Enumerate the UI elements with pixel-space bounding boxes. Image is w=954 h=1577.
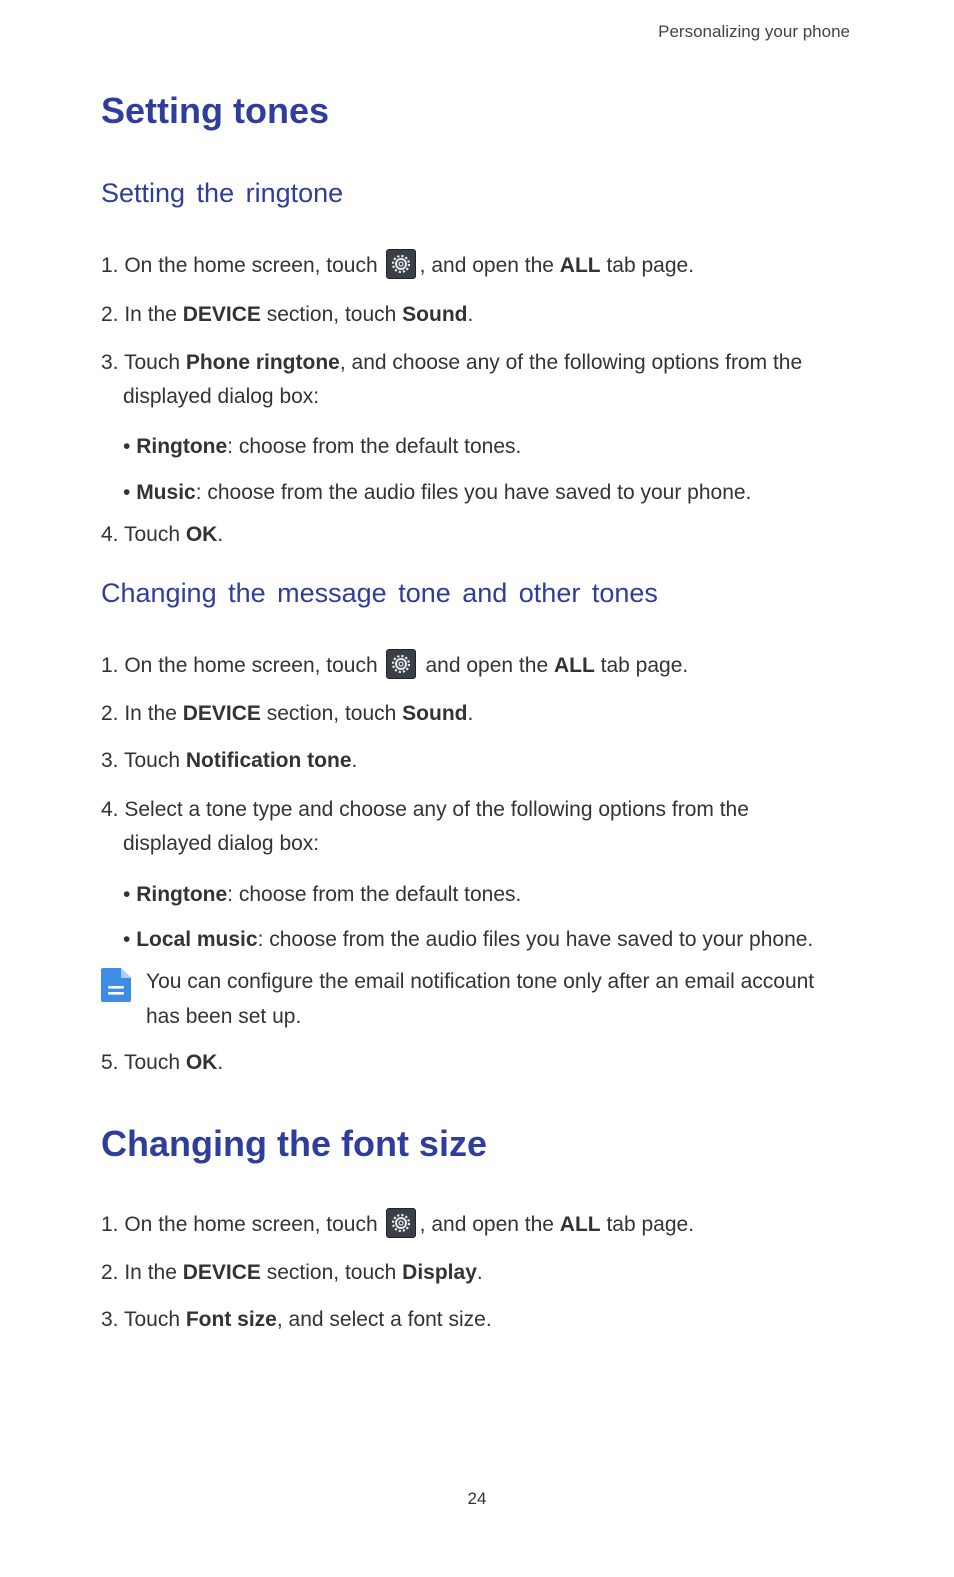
message-step-3: 3. Touch Notification tone. <box>101 749 358 772</box>
section-title-setting-tones: Setting tones <box>101 90 330 131</box>
message-bullet-ringtone: • Ringtone: choose from the default tones. <box>123 883 522 906</box>
settings-gear-icon <box>386 249 416 279</box>
ringtone-step-3-continued: displayed dialog box: <box>123 385 320 408</box>
note-document-icon <box>101 968 131 1002</box>
running-header: Personalizing your phone <box>658 22 850 41</box>
font-step-1: 1. On the home screen, touch , and open the ALL tab page. <box>101 1208 694 1242</box>
note-text-line-2: has been set up. <box>146 1005 302 1028</box>
message-step-5: 5. Touch OK. <box>101 1051 224 1074</box>
message-bullet-local-music: • Local music: choose from the audio files you have saved to your phone. <box>123 928 814 951</box>
message-step-4: 4. Select a tone type and choose any of the following options from the <box>101 798 749 821</box>
subsection-title-message-tones: Changing the message tone and other tones <box>101 578 658 608</box>
ringtone-step-4: 4. Touch OK. <box>101 523 224 546</box>
message-step-4-continued: displayed dialog box: <box>123 832 320 855</box>
settings-gear-icon <box>386 1208 416 1238</box>
ringtone-step-3: 3. Touch Phone ringtone, and choose any of the following options from the <box>101 351 803 374</box>
settings-gear-icon <box>386 649 416 679</box>
ringtone-bullet-ringtone: • Ringtone: choose from the default tones. <box>123 435 522 458</box>
font-step-3: 3. Touch Font size, and select a font size. <box>101 1308 492 1331</box>
page-number: 24 <box>467 1489 487 1508</box>
message-step-1: 1. On the home screen, touch and open the ALL tab page. <box>101 649 688 683</box>
ringtone-bullet-music: • Music: choose from the audio files you have saved to your phone. <box>123 481 752 504</box>
font-step-2: 2. In the DEVICE section, touch Display. <box>101 1261 483 1284</box>
message-step-2: 2. In the DEVICE section, touch Sound. <box>101 702 474 725</box>
ringtone-step-2: 2. In the DEVICE section, touch Sound. <box>101 303 474 326</box>
section-title-font-size: Changing the font size <box>101 1123 487 1164</box>
ringtone-step-1: 1. On the home screen, touch , and open the ALL tab page. <box>101 249 694 283</box>
subsection-title-ringtone: Setting the ringtone <box>101 178 344 208</box>
note-text-line-1: You can configure the email notification tone only after an email account <box>146 970 815 993</box>
